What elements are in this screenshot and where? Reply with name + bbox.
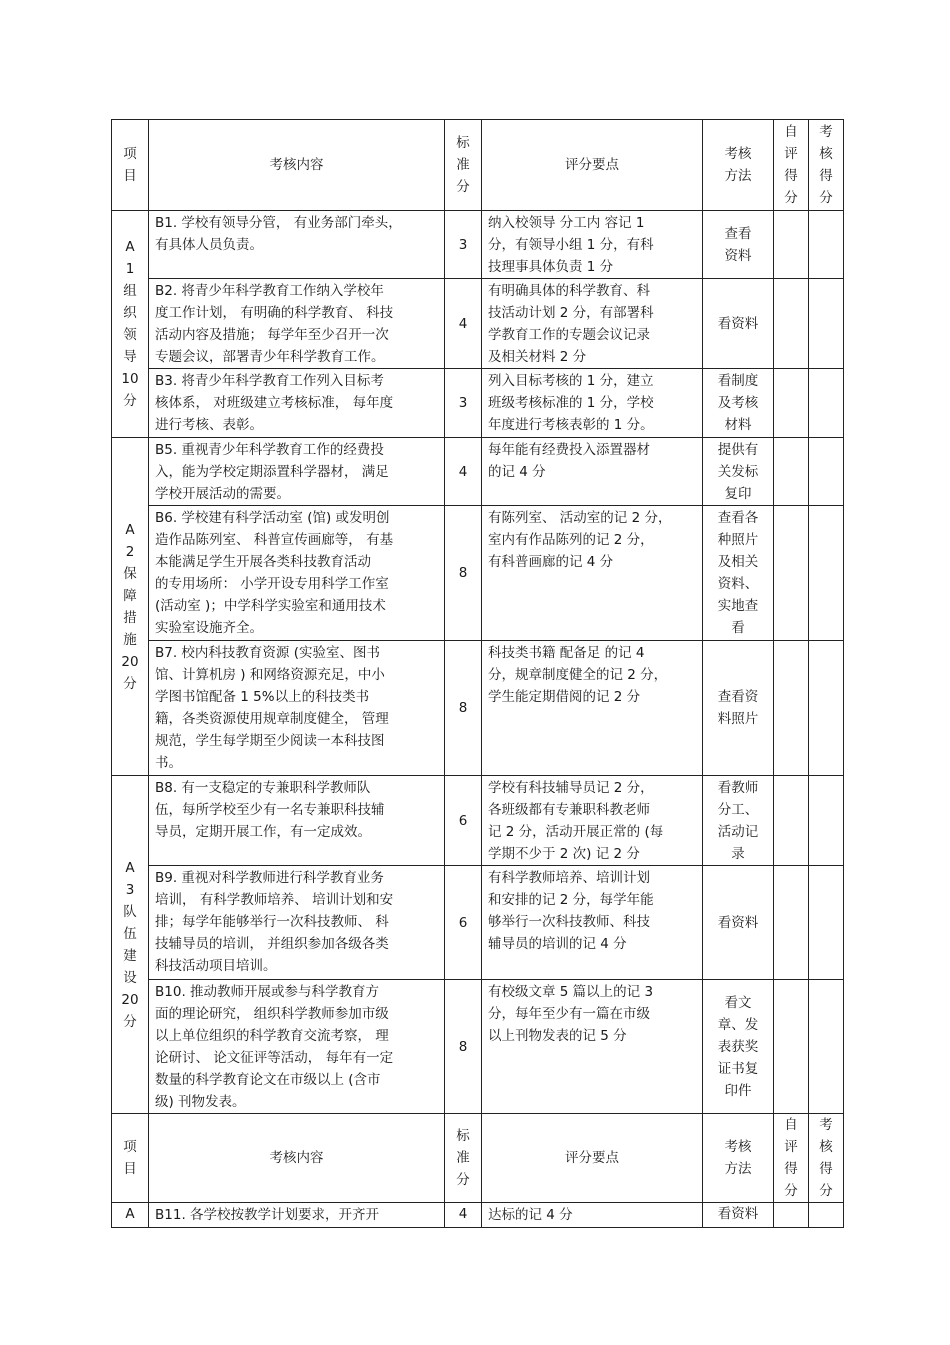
method-cell: 看教师 分工、 活动记 录 [703, 776, 774, 866]
score-cell: 4 [445, 1203, 482, 1228]
table-row [112, 980, 844, 1114]
table-row [112, 776, 844, 866]
review-score-cell[interactable] [809, 211, 844, 279]
header-content: 考核内容 [149, 1114, 445, 1203]
header-method: 考核 方法 [703, 120, 774, 211]
content-cell: B2. 将青少年科学教育工作纳入学校年 度工作计划， 有明确的科学教育、 科技 活动内容及措施； 每学年至少召开一次 专题会议，部署青少年科学教育工作。 [149, 279, 445, 369]
self-score-cell[interactable] [774, 279, 809, 369]
score-cell: 8 [445, 980, 482, 1114]
header-item: 项 目 [112, 120, 149, 211]
header-method: 考核 方法 [703, 1114, 774, 1203]
content-cell: B7. 校内科技教育资源 (实验室、图书 馆、计算机房 ) 和网络资源充足，中小 学图书馆配备 1 5%以上的科技类书 籍，各类资源使用规章制度健全， 管理 规范，学生每学期至少阅读一本科技图 书。 [149, 641, 445, 776]
method-cell: 看资料 [703, 279, 774, 369]
table-row [112, 866, 844, 980]
points-cell: 达标的记 4 分 [482, 1203, 703, 1228]
self-score-cell[interactable] [774, 211, 809, 279]
table-header-row [112, 120, 844, 211]
review-score-cell[interactable] [809, 776, 844, 866]
self-score-cell[interactable] [774, 641, 809, 776]
group-label: A 1 组 织 领 导 10 分 [112, 211, 149, 438]
header-self-score: 自 评 得 分 [774, 1114, 809, 1203]
review-score-cell[interactable] [809, 279, 844, 369]
table-row [112, 211, 844, 279]
method-cell: 看资料 [703, 1203, 774, 1228]
table-row [112, 506, 844, 641]
score-cell: 6 [445, 866, 482, 980]
table-row [112, 641, 844, 776]
header-points: 评分要点 [482, 120, 703, 211]
review-score-cell[interactable] [809, 438, 844, 506]
group-label: A [112, 1203, 149, 1228]
score-cell: 6 [445, 776, 482, 866]
review-score-cell[interactable] [809, 506, 844, 641]
header-item: 项 目 [112, 1114, 149, 1203]
content-cell: B6. 学校建有科学活动室 (馆) 或发明创 造作品陈列室、 科普宣传画廊等， 有基 本能满足学生开展各类科技教育活动 的专用场所： 小学开设专用科学工作室 (活动室 )；中学科学实验室和通用技术 实验室设施齐全。 [149, 506, 445, 641]
table-row [112, 438, 844, 506]
table-row [112, 1203, 844, 1228]
points-cell: 有陈列室、 活动室的记 2 分， 室内有作品陈列的记 2 分， 有科普画廊的记 4 分 [482, 506, 703, 641]
method-cell: 查看 资料 [703, 211, 774, 279]
header-standard: 标 准 分 [445, 120, 482, 211]
self-score-cell[interactable] [774, 866, 809, 980]
review-score-cell[interactable] [809, 866, 844, 980]
assessment-table [111, 119, 844, 1228]
method-cell: 查看资 料照片 [703, 641, 774, 776]
content-cell: B3. 将青少年科学教育工作列入目标考 核体系， 对班级建立考核标准， 每年度 进行考核、表彰。 [149, 369, 445, 438]
content-cell: B9. 重视对科学教师进行科学教育业务 培训， 有科学教师培养、 培训计划和安 排；每学年能够举行一次科技教师、 科 技辅导员的培训， 并组织参加各级各类 科技活动项目培训。 [149, 866, 445, 980]
review-score-cell[interactable] [809, 980, 844, 1114]
score-cell: 8 [445, 506, 482, 641]
score-cell: 8 [445, 641, 482, 776]
self-score-cell[interactable] [774, 506, 809, 641]
header-review-score: 考 核 得 分 [809, 120, 844, 211]
content-cell: B11. 各学校按教学计划要求，开齐开 [149, 1203, 445, 1228]
content-cell: B5. 重视青少年科学教育工作的经费投 入，能为学校定期添置科学器材， 满足 学校开展活动的需要。 [149, 438, 445, 506]
content-cell: B10. 推动教师开展或参与科学教育方 面的理论研究， 组织科学教师参加市级 以上单位组织的科学教育交流考察， 理 论研讨、 论文征评等活动， 每年有一定 数量的科学教育论文在市级以上 (含市 级) 刊物发表。 [149, 980, 445, 1114]
table-row [112, 279, 844, 369]
self-score-cell[interactable] [774, 1203, 809, 1228]
points-cell: 每年能有经费投入添置器材 的记 4 分 [482, 438, 703, 506]
self-score-cell[interactable] [774, 369, 809, 438]
self-score-cell[interactable] [774, 776, 809, 866]
score-cell: 3 [445, 369, 482, 438]
points-cell: 有校级文章 5 篇以上的记 3 分，每年至少有一篇在市级 以上刊物发表的记 5 分 [482, 980, 703, 1114]
method-cell: 看文 章、发 表获奖 证书复 印件 [703, 980, 774, 1114]
points-cell: 科技类书籍 配备足 的记 4 分，规章制度健全的记 2 分， 学生能定期借阅的记 2 分 [482, 641, 703, 776]
table-header-row-repeat [112, 1114, 844, 1203]
header-standard: 标 准 分 [445, 1114, 482, 1203]
score-cell: 4 [445, 279, 482, 369]
review-score-cell[interactable] [809, 1203, 844, 1228]
method-cell: 看资料 [703, 866, 774, 980]
table-row [112, 369, 844, 438]
points-cell: 学校有科技辅导员记 2 分， 各班级都有专兼职科教老师 记 2 分，活动开展正常的 (每 学期不少于 2 次) 记 2 分 [482, 776, 703, 866]
self-score-cell[interactable] [774, 980, 809, 1114]
points-cell: 有明确具体的科学教育、科 技活动计划 2 分，有部署科 学教育工作的专题会议记录 及相关材料 2 分 [482, 279, 703, 369]
review-score-cell[interactable] [809, 369, 844, 438]
group-label: A 2 保 障 措 施 20 分 [112, 438, 149, 776]
method-cell: 提供有 关发标 复印 [703, 438, 774, 506]
method-cell: 查看各 种照片 及相关 资料、 实地查 看 [703, 506, 774, 641]
points-cell: 纳入校领导 分工内 容记 1 分，有领导小组 1 分，有科 技理事具体负责 1 分 [482, 211, 703, 279]
method-cell: 看制度 及考核 材料 [703, 369, 774, 438]
review-score-cell[interactable] [809, 641, 844, 776]
score-cell: 4 [445, 438, 482, 506]
header-points: 评分要点 [482, 1114, 703, 1203]
header-review-score: 考 核 得 分 [809, 1114, 844, 1203]
header-self-score: 自 评 得 分 [774, 120, 809, 211]
points-cell: 有科学教师培养、培训计划 和安排的记 2 分，每学年能 够举行一次科技教师、科技 辅导员的培训的记 4 分 [482, 866, 703, 980]
group-label: A 3 队 伍 建 设 20 分 [112, 776, 149, 1114]
self-score-cell[interactable] [774, 438, 809, 506]
header-content: 考核内容 [149, 120, 445, 211]
points-cell: 列入目标考核的 1 分，建立 班级考核标准的 1 分，学校 年度进行考核表彰的 1 分。 [482, 369, 703, 438]
content-cell: B1. 学校有领导分管， 有业务部门牵头， 有具体人员负责。 [149, 211, 445, 279]
content-cell: B8. 有一支稳定的专兼职科学教师队 伍，每所学校至少有一名专兼职科技辅 导员，定期开展工作，有一定成效。 [149, 776, 445, 866]
score-cell: 3 [445, 211, 482, 279]
